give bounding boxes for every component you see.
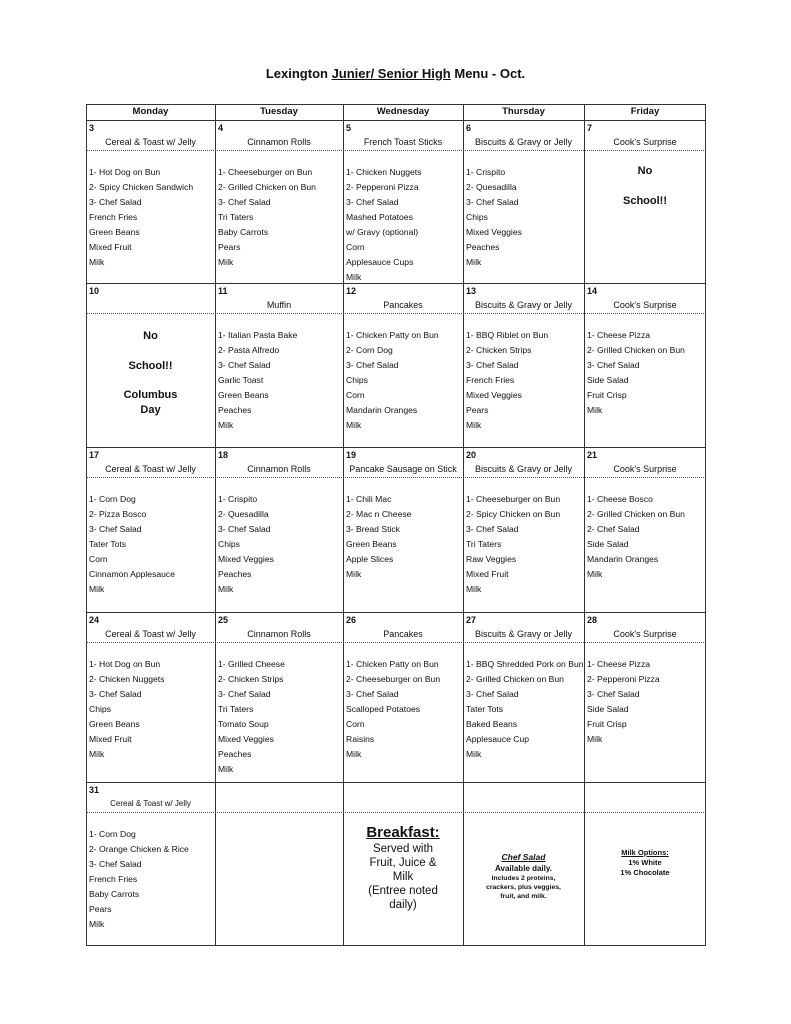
lunch-item: 1- Crispito <box>466 167 506 177</box>
lunch-item: Chips <box>346 375 368 385</box>
lunch-items <box>218 328 342 433</box>
lunch-item: 1- Hot Dog on Bun <box>89 659 161 669</box>
lunch-items <box>346 328 462 433</box>
lunch-items <box>587 492 705 582</box>
lunch-item: 2- Orange Chicken & Rice <box>89 844 189 854</box>
lunch-item: 2- Spicy Chicken Sandwich <box>89 182 194 192</box>
breakfast-item: Biscuits & Gravy or Jelly <box>474 464 573 474</box>
lunch-item: 3- Chef Salad <box>346 689 399 699</box>
lunch-item: 1- Cheeseburger on Bun <box>218 167 313 177</box>
lunch-item: Raw Veggies <box>466 554 517 564</box>
no-school-note: No <box>637 165 653 177</box>
lunch-item: 1- Cheeseburger on Bun <box>466 494 561 504</box>
lunch-item: Milk <box>466 584 482 594</box>
lunch-item: 2- Chicken Strips <box>218 674 284 684</box>
lunch-item: 1- Grilled Cheese <box>218 659 285 669</box>
lunch-item: Pears <box>218 242 241 252</box>
breakfast-item: Cereal & Toast w/ Jelly <box>105 137 196 147</box>
breakfast-item: Pancakes <box>383 300 423 310</box>
breakfast-item: Cook's Surprise <box>613 629 677 639</box>
lunch-item: Mandarin Oranges <box>587 554 659 564</box>
lunch-item: Mixed Veggies <box>218 734 274 744</box>
breakfast-item: Cereal & Toast w/ Jelly <box>110 799 191 808</box>
lunch-item: Chips <box>89 704 111 714</box>
lunch-item: Fruit Crisp <box>587 719 627 729</box>
lunch-item: 3- Chef Salad <box>346 360 399 370</box>
day-number: 25 <box>218 615 229 625</box>
lunch-items <box>587 328 705 418</box>
milk-option-line: 1% Chocolate <box>620 868 670 877</box>
breakfast-item: Cinnamon Rolls <box>247 137 311 147</box>
chef-salad-line: fruit, and milk. <box>500 893 547 900</box>
lunch-item: 1- Chicken Nuggets <box>346 167 422 177</box>
lunch-item: Mixed Veggies <box>466 227 522 237</box>
lunch-item: 2- Pepperoni Pizza <box>587 674 660 684</box>
lunch-item: Mashed Potatoes <box>346 212 413 222</box>
lunch-item: 2- Chicken Nuggets <box>89 674 165 684</box>
title-prefix: Lexington <box>265 66 332 81</box>
menu-calendar-grid <box>86 104 706 946</box>
breakfast-item: Biscuits & Gravy or Jelly <box>474 629 573 639</box>
lunch-item: Milk <box>89 584 105 594</box>
lunch-items <box>346 492 462 582</box>
lunch-items <box>89 492 214 597</box>
grid-vertical-line <box>343 104 344 946</box>
lunch-item: 3- Chef Salad <box>89 197 142 207</box>
breakfast-item: Muffin <box>266 300 292 310</box>
lunch-item: 2- Mac n Cheese <box>346 509 412 519</box>
lunch-item: Raisins <box>346 734 375 744</box>
lunch-item: Corn <box>346 242 365 252</box>
lunch-item: 3- Chef Salad <box>587 689 640 699</box>
grid-vertical-line <box>463 104 464 946</box>
breakfast-separator <box>86 150 706 151</box>
lunch-items <box>218 165 342 270</box>
day-header: Wednesday <box>376 106 430 117</box>
lunch-item: Milk <box>346 420 362 430</box>
breakfast-item: Cereal & Toast w/ Jelly <box>105 629 196 639</box>
lunch-item: Green Beans <box>346 539 397 549</box>
lunch-item: Mandarin Oranges <box>346 405 418 415</box>
no-school-note: Columbus <box>123 389 178 401</box>
breakfast-item: Cook's Surprise <box>613 464 677 474</box>
lunch-item: 1- Chicken Patty on Bun <box>346 330 439 340</box>
lunch-item: Side Salad <box>587 375 629 385</box>
lunch-item: 3- Chef Salad <box>89 524 142 534</box>
lunch-item: Milk <box>346 749 362 759</box>
lunch-item: 1- Crispito <box>218 494 258 504</box>
grid-horizontal-line <box>86 447 706 448</box>
milk-options-note <box>584 848 706 878</box>
lunch-item: Tri Taters <box>218 704 254 714</box>
no-school-note: Day <box>140 404 161 416</box>
breakfast-separator <box>86 812 706 813</box>
lunch-items <box>89 165 214 270</box>
lunch-item: 3- Chef Salad <box>346 197 399 207</box>
lunch-item: Milk <box>346 272 362 282</box>
lunch-item: 1- Cheese Bosco <box>587 494 653 504</box>
lunch-item: Mixed Veggies <box>218 554 274 564</box>
breakfast-info-line: Served with <box>372 843 434 855</box>
chef-salad-note <box>463 852 584 901</box>
lunch-items <box>466 657 583 762</box>
no-school-note: No <box>143 330 158 342</box>
day-number: 27 <box>466 615 477 625</box>
lunch-items <box>587 657 705 747</box>
lunch-item: 2- Quesadilla <box>466 182 517 192</box>
day-header: Monday <box>132 106 169 117</box>
breakfast-separator <box>86 313 706 314</box>
breakfast-item: Cook's Surprise <box>613 300 677 310</box>
lunch-item: 3- Chef Salad <box>218 689 271 699</box>
grid-horizontal-line <box>86 782 706 783</box>
lunch-item: Mixed Fruit <box>89 734 132 744</box>
day-number: 18 <box>218 450 229 460</box>
lunch-item: Tater Tots <box>89 539 127 549</box>
breakfast-info-line: Milk <box>392 871 414 883</box>
lunch-item: Green Beans <box>89 719 140 729</box>
lunch-item: 3- Chef Salad <box>466 689 519 699</box>
grid-vertical-line <box>215 104 216 946</box>
lunch-item: 3- Chef Salad <box>218 197 271 207</box>
lunch-item: 3- Chef Salad <box>89 859 142 869</box>
lunch-items <box>89 657 214 762</box>
lunch-items <box>346 165 462 285</box>
lunch-item: 3- Bread Stick <box>346 524 400 534</box>
grid-horizontal-line <box>86 120 706 121</box>
day-number: 5 <box>346 123 352 133</box>
lunch-item: 1- Cheese Pizza <box>587 330 651 340</box>
day-number: 14 <box>587 286 598 296</box>
lunch-items <box>89 827 214 932</box>
day-header: Tuesday <box>260 106 298 117</box>
breakfast-item: Cereal & Toast w/ Jelly <box>105 464 196 474</box>
lunch-item: Applesauce Cups <box>346 257 414 267</box>
lunch-item: Corn <box>89 554 108 564</box>
lunch-item: Corn <box>346 390 365 400</box>
breakfast-separator <box>86 477 706 478</box>
lunch-item: 2- Grilled Chicken on Bun <box>587 345 685 355</box>
lunch-item: 3- Chef Salad <box>218 524 271 534</box>
day-number: 6 <box>466 123 472 133</box>
lunch-item: 2- Quesadilla <box>218 509 269 519</box>
breakfast-item: Cook's Surprise <box>613 137 677 147</box>
day-number: 10 <box>89 286 100 296</box>
day-header: Friday <box>630 106 660 117</box>
lunch-item: Tri Taters <box>466 539 502 549</box>
lunch-item: Tri Taters <box>218 212 254 222</box>
lunch-item: Peaches <box>218 569 252 579</box>
lunch-item: Cinnamon Applesauce <box>89 569 175 579</box>
lunch-item: French Fries <box>89 212 138 222</box>
lunch-item: Milk <box>587 734 603 744</box>
lunch-item: Pears <box>466 405 489 415</box>
lunch-item: Milk <box>466 257 482 267</box>
lunch-item: 1- BBQ Shredded Pork on Bun <box>466 659 584 669</box>
lunch-items <box>466 165 583 270</box>
day-number: 11 <box>218 286 228 296</box>
lunch-item: Milk <box>89 919 105 929</box>
chef-salad-line: Available daily. <box>495 864 552 873</box>
lunch-item: Chips <box>218 539 240 549</box>
lunch-item: Scalloped Potatoes <box>346 704 421 714</box>
grid-horizontal-line <box>86 612 706 613</box>
breakfast-info-line: (Entree noted <box>368 885 438 897</box>
grid-horizontal-line <box>86 945 706 946</box>
lunch-item: 1- Corn Dog <box>89 829 136 839</box>
lunch-items <box>218 657 342 777</box>
lunch-item: 3- Chef Salad <box>587 360 640 370</box>
lunch-item: French Fries <box>89 874 138 884</box>
grid-vertical-line <box>584 104 585 946</box>
lunch-item: 3- Chef Salad <box>466 197 519 207</box>
lunch-item: 3- Chef Salad <box>218 360 271 370</box>
breakfast-item: Biscuits & Gravy or Jelly <box>474 300 573 310</box>
lunch-item: 2- Pasta Alfredo <box>218 345 280 355</box>
no-school-note: School!! <box>623 195 667 207</box>
lunch-item: Mixed Fruit <box>89 242 132 252</box>
day-header: Thursday <box>502 106 545 117</box>
day-number: 24 <box>89 615 100 625</box>
lunch-item: Pears <box>89 904 112 914</box>
day-number: 13 <box>466 286 477 296</box>
lunch-item: w/ Gravy (optional) <box>346 227 419 237</box>
lunch-items <box>466 328 583 433</box>
lunch-item: 2- Cheeseburger on Bun <box>346 674 441 684</box>
lunch-item: 1- BBQ Riblet on Bun <box>466 330 549 340</box>
breakfast-item: Biscuits & Gravy or Jelly <box>474 137 573 147</box>
title-underlined: Junier/ Senior High <box>331 66 451 81</box>
day-number: 31 <box>89 785 100 795</box>
day-number: 20 <box>466 450 477 460</box>
day-number: 12 <box>346 286 357 296</box>
lunch-item: 3- Chef Salad <box>89 689 142 699</box>
lunch-item: Garlic Toast <box>218 375 264 385</box>
lunch-item: Milk <box>466 749 482 759</box>
lunch-item: Corn <box>346 719 365 729</box>
lunch-item: 1- Chili Mac <box>346 494 392 504</box>
breakfast-info-line: daily) <box>389 899 417 911</box>
lunch-item: Green Beans <box>89 227 140 237</box>
lunch-item: 3- Chef Salad <box>466 360 519 370</box>
lunch-item: 2- Grilled Chicken on Bun <box>466 674 564 684</box>
lunch-item: Baby Carrots <box>218 227 269 237</box>
lunch-item: 3- Chef Salad <box>466 524 519 534</box>
no-school-note: School!! <box>128 360 173 372</box>
lunch-item: 1- Cheese Pizza <box>587 659 651 669</box>
breakfast-heading: Breakfast: <box>366 824 440 841</box>
grid-horizontal-line <box>86 104 706 105</box>
lunch-items <box>218 492 342 597</box>
milk-option-line: 1% White <box>628 858 662 867</box>
lunch-item: Milk <box>466 420 482 430</box>
breakfast-item: French Toast Sticks <box>363 137 443 147</box>
lunch-item: French Fries <box>466 375 515 385</box>
day-number: 3 <box>89 123 95 133</box>
lunch-item: Green Beans <box>218 390 269 400</box>
lunch-item: Peaches <box>466 242 500 252</box>
breakfast-item: Cinnamon Rolls <box>247 629 311 639</box>
lunch-items <box>466 492 583 597</box>
grid-vertical-line <box>705 104 706 946</box>
lunch-item: Milk <box>218 764 234 774</box>
lunch-item: 2- Chef Salad <box>587 524 640 534</box>
lunch-item: Baby Carrots <box>89 889 140 899</box>
breakfast-info-note <box>343 824 463 912</box>
lunch-item: Side Salad <box>587 704 629 714</box>
lunch-item: Milk <box>587 405 603 415</box>
lunch-item: Chips <box>466 212 488 222</box>
chef-salad-line: Includes 2 proteins, <box>491 875 556 882</box>
breakfast-info-line: Fruit, Juice & <box>369 857 437 869</box>
lunch-item: 2- Grilled Chicken on Bun <box>218 182 316 192</box>
chef-salad-heading: Chef Salad <box>501 852 546 862</box>
lunch-item: Peaches <box>218 749 252 759</box>
page-title <box>0 66 791 81</box>
breakfast-separator <box>86 642 706 643</box>
day-number: 26 <box>346 615 357 625</box>
lunch-item: Mixed Fruit <box>466 569 509 579</box>
lunch-item: Milk <box>346 569 362 579</box>
breakfast-item: Pancake Sausage on Stick <box>349 464 457 474</box>
lunch-item: 1- Hot Dog on Bun <box>89 167 161 177</box>
lunch-item: Tomato Soup <box>218 719 269 729</box>
lunch-item: Side Salad <box>587 539 629 549</box>
lunch-item: Milk <box>587 569 603 579</box>
lunch-item: 1- Chicken Patty on Bun <box>346 659 439 669</box>
title-suffix: Menu - Oct. <box>450 66 526 81</box>
lunch-item: Milk <box>89 749 105 759</box>
lunch-item: 2- Grilled Chicken on Bun <box>587 509 685 519</box>
milk-options-heading: Milk Options: <box>621 848 669 857</box>
lunch-item: Tater Tots <box>466 704 504 714</box>
lunch-item: Applesauce Cup <box>466 734 530 744</box>
lunch-item: Milk <box>218 584 234 594</box>
breakfast-item: Cinnamon Rolls <box>247 464 311 474</box>
lunch-items <box>346 657 462 762</box>
lunch-item: Milk <box>218 257 234 267</box>
lunch-item: Mixed Veggies <box>466 390 522 400</box>
lunch-item: 2- Corn Dog <box>346 345 393 355</box>
day-number: 7 <box>587 123 593 133</box>
day-number: 19 <box>346 450 357 460</box>
day-number: 28 <box>587 615 598 625</box>
lunch-item: Fruit Crisp <box>587 390 627 400</box>
lunch-item: 1- Italian Pasta Bake <box>218 330 298 340</box>
lunch-item: Baked Beans <box>466 719 518 729</box>
lunch-item: 2- Spicy Chicken on Bun <box>466 509 561 519</box>
lunch-item: Peaches <box>218 405 252 415</box>
lunch-item: 2- Pizza Bosco <box>89 509 147 519</box>
lunch-item: Apple Slices <box>346 554 394 564</box>
breakfast-item: Pancakes <box>383 629 423 639</box>
grid-vertical-line <box>86 104 87 946</box>
day-number: 21 <box>587 450 598 460</box>
lunch-item: Milk <box>89 257 105 267</box>
lunch-item: 2- Pepperoni Pizza <box>346 182 419 192</box>
lunch-item: 1- Corn Dog <box>89 494 136 504</box>
chef-salad-line: crackers, plus veggies, <box>486 884 561 891</box>
day-number: 4 <box>218 123 224 133</box>
day-number: 17 <box>89 450 100 460</box>
lunch-item: 2- Chicken Strips <box>466 345 532 355</box>
lunch-item: Milk <box>218 420 234 430</box>
